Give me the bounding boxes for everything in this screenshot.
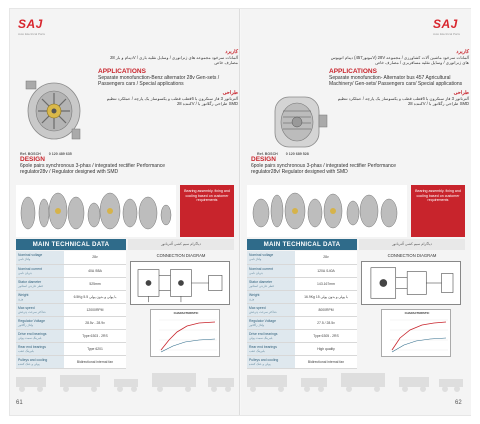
design-text: 6pole pairs synchronous 3-phas / integrated rectifier Performance regulator28v/ Regulator designed with SMD: [251, 163, 397, 175]
persian-application-text: دینام اتوبوس (موتور457V) 28V آلمانات سرخود ماشین آلات کشاورزی / مجموعه های ژنراتوری / وسایل نقلیه مسافربری / مصارف خاص: [330, 55, 469, 66]
logo-tagline: Auto Electrical Parts: [18, 32, 46, 36]
persian-application-title: کاربرد: [456, 49, 469, 55]
spec-key-english: Max speed: [249, 305, 266, 310]
spec-key: [247, 316, 295, 329]
spec-key-english: Regulator Voltage: [18, 318, 45, 323]
connection-diagram-title: CONNECTION DIAGRAM: [387, 253, 437, 258]
spec-key: [16, 342, 64, 355]
spec-key-english: Pulleys and cooling: [249, 357, 279, 362]
spec-row: [247, 316, 357, 329]
spec-value: 120A /140A: [295, 264, 357, 277]
spec-key: [16, 303, 64, 316]
text-column: [98, 49, 238, 107]
persian-design-title: طراحی: [222, 89, 238, 96]
spec-row: [247, 251, 357, 264]
connection-diagram-header: دیاگرام سیم کشی آلترناتور: [128, 239, 234, 250]
design-text: 6pole pairs synchronous 3-phas / integrated rectifier Performance regulator28v / Regulator designed with SMD: [20, 163, 166, 175]
persian-design-text: آلترناتور 3 فاز سنکرون با 6قطب قطب و یکسوساز یک پارچه / عملکرد تنظیم کننده 28V / طراحی رگلاتور با SMD: [106, 95, 238, 107]
spec-key: [247, 251, 295, 264]
logo-mark: SAJ: [18, 17, 43, 31]
technical-data-heading: MAIN TECHNICAL DATA: [247, 239, 357, 250]
characteristic-curve: [151, 310, 221, 358]
persian-application-title: کاربرد: [225, 49, 238, 55]
chart-title: CHARACTERISTIC: [404, 311, 430, 315]
spec-key-persian: ولتاژ رگلاتور: [18, 322, 33, 327]
spec-key-english: Stator diameter: [249, 279, 273, 284]
spec-row: [247, 264, 357, 277]
spec-row: [16, 251, 126, 264]
spec-key-english: Pulleys and cooling: [18, 357, 48, 362]
spec-key-english: Drive end bearings: [18, 331, 47, 336]
design-heading: DESIGN: [20, 156, 45, 163]
ref-label: Ref. BOSCH: [20, 152, 41, 156]
spec-key-persian: ولتاژ رگلاتور: [249, 322, 264, 327]
spec-key-persian: قطر خارجی استاتور: [249, 283, 274, 288]
spec-row: [16, 342, 126, 355]
spec-key-english: Nominal current: [18, 266, 42, 271]
spec-row: [247, 277, 357, 290]
spec-row: [16, 290, 126, 303]
spec-key-persian: پولی و خنک کننده: [18, 361, 40, 366]
spec-key: [247, 264, 295, 277]
spec-row: [16, 329, 126, 342]
spec-key: [247, 342, 295, 355]
design-block: [251, 157, 401, 175]
spec-key-persian: ولتاژ نامی: [18, 257, 31, 262]
spec-key-persian: جریان نامی: [249, 270, 264, 275]
spec-key-english: Regulator Voltage: [249, 318, 276, 323]
spec-key-english: Weight: [249, 292, 260, 297]
spec-value: Type 6201: [64, 342, 126, 355]
custom-options-note: Bearing assembly. fixing and cooling based on customer requirements: [180, 185, 234, 237]
spec-key: [247, 290, 295, 303]
spec-row: [16, 303, 126, 316]
spec-key: [16, 277, 64, 290]
spec-row: [16, 355, 126, 368]
text-column: [329, 49, 469, 107]
ref-label: Ref. BOSCH: [257, 152, 278, 156]
spec-key: [247, 329, 295, 342]
spec-key-persian: قطر خارجی استاتور: [18, 283, 43, 288]
spec-key-persian: جریان نامی: [18, 270, 33, 275]
spec-value: Type 6303 - 2RS: [64, 329, 126, 342]
spec-key-english: Stator diameter: [18, 279, 42, 284]
spec-value: 6.5Kg با پولی و بدون پولی 5.5: [64, 290, 126, 303]
persian-design-text: آلترناتور 3 فاز سنکرون با 6قطب قطب و یکسوساز یک پارچه / عملکرد تنظیم کننده 28V / طراحی رگلاتور با SMD: [337, 95, 469, 107]
design-heading: DESIGN: [251, 156, 276, 163]
spec-table: [16, 251, 126, 369]
spec-value: 27.5 / 28.5v: [295, 316, 357, 329]
brand-logo: [18, 15, 52, 36]
applications-heading: APPLICATIONS: [98, 67, 146, 75]
spec-row: [247, 303, 357, 316]
characteristic-curve: [382, 310, 452, 358]
spec-key-english: Rear end bearings: [249, 344, 277, 349]
spec-key-english: Max speed: [18, 305, 35, 310]
connection-diagram-title: CONNECTION DIAGRAM: [156, 253, 206, 258]
spec-key-persian: بلبرینگ عقب: [249, 348, 265, 353]
persian-application-text: دینام و بار 28V آلمانات سرخود مجموعه های ژنراتوری / وسایل نقلیه باری / مصارف خاص: [110, 55, 238, 66]
spec-key: [16, 316, 64, 329]
spec-key-english: Nominal voltage: [249, 253, 274, 258]
applications-text: Separate monofunction-Benz alternator 28v Gen-sets / Passengers cars / Special applications: [98, 74, 220, 87]
page-number: 62: [455, 400, 462, 406]
spec-table: [247, 251, 357, 369]
spec-row: [247, 329, 357, 342]
spec-value: Type 6305 - 2RS: [295, 329, 357, 342]
spec-key: [247, 355, 295, 368]
spec-value: Bidirectional internal fan: [295, 355, 357, 368]
alternator-product-image: [18, 69, 88, 149]
wiring-diagram: [130, 261, 230, 305]
exploded-view-image: [247, 185, 407, 237]
custom-options-note: Bearing assembly. fixing and cooling based on customer requirements: [411, 185, 465, 237]
spec-value: 16.9Kg با پولی و بدون پولی 15: [295, 290, 357, 303]
catalog-spread: [9, 8, 471, 416]
spec-value: 40A /55A: [64, 264, 126, 277]
spec-value: 8000RPM: [295, 303, 357, 316]
brand-logo: [433, 15, 467, 36]
spec-key: [16, 290, 64, 303]
spec-value: 12000RPM: [64, 303, 126, 316]
spec-key-english: Nominal current: [249, 266, 273, 271]
spec-key: [16, 329, 64, 342]
alternator-product-image: [261, 81, 331, 161]
spec-value: High quality: [295, 342, 357, 355]
exploded-view-image: [16, 185, 176, 237]
design-block: [20, 157, 170, 175]
spec-key-persian: بلبرینگ سمت پولی: [249, 335, 273, 340]
spec-value: 28v: [295, 251, 357, 264]
spec-value: 28v: [64, 251, 126, 264]
spec-row: [247, 290, 357, 303]
characteristic-chart: [150, 309, 220, 357]
spec-row: [16, 316, 126, 329]
spec-key-persian: وزن: [18, 296, 24, 301]
connection-diagram-header: دیاگرام سیم کشی آلترناتور: [359, 239, 465, 250]
spec-key-english: Weight: [18, 292, 29, 297]
spec-key: [16, 264, 64, 277]
spec-value: 525mm: [64, 277, 126, 290]
spec-key: [247, 277, 295, 290]
spec-row: [16, 277, 126, 290]
right-page: [241, 9, 471, 415]
spec-value: 28.5v - 28.9v: [64, 316, 126, 329]
persian-design-title: طراحی: [453, 89, 469, 96]
logo-tagline: Auto Electrical Parts: [433, 32, 461, 36]
left-page: [10, 9, 240, 415]
spec-key-persian: وزن: [249, 296, 255, 301]
spec-key-persian: بلبرینگ سمت پولی: [18, 335, 42, 340]
technical-data-heading: MAIN TECHNICAL DATA: [16, 239, 126, 250]
spec-key-persian: ولتاژ نامی: [249, 257, 262, 262]
applications-heading: APPLICATIONS: [329, 67, 377, 75]
spec-key-english: Rear end bearings: [18, 344, 46, 349]
characteristic-chart: [381, 309, 451, 357]
chart-title: CHARACTERISTIC: [173, 311, 199, 315]
spec-key: [16, 251, 64, 264]
spec-row: [247, 355, 357, 368]
spec-key-persian: پولی و خنک کننده: [249, 361, 271, 366]
spec-key-persian: حداکثر سرعت چرخش: [249, 309, 278, 314]
spec-key-persian: حداکثر سرعت چرخش: [18, 309, 47, 314]
spec-row: [16, 264, 126, 277]
ref-number: 0 120 689 528: [285, 152, 309, 156]
spec-key: [16, 355, 64, 368]
applications-text: Separate monofunction- Alternator bus 457 Agricultural Machinery/ Gen-sets/ Passengers cars/ Special applications: [329, 74, 463, 87]
spec-key: [247, 303, 295, 316]
spec-value: Bidirectional internal fan: [64, 355, 126, 368]
vehicles-silhouette-strip: [10, 369, 240, 393]
vehicles-silhouette-strip: [241, 369, 471, 393]
logo-mark: SAJ: [433, 17, 458, 31]
page-number: 61: [16, 400, 23, 406]
spec-key-english: Nominal voltage: [18, 253, 43, 258]
spec-key-persian: بلبرینگ عقب: [18, 348, 34, 353]
ref-number: 0 120 489 635: [48, 152, 72, 156]
wiring-diagram: [361, 261, 461, 305]
spec-key-english: Drive end bearings: [249, 331, 278, 336]
spec-value: 143.167mm: [295, 277, 357, 290]
spec-row: [247, 342, 357, 355]
